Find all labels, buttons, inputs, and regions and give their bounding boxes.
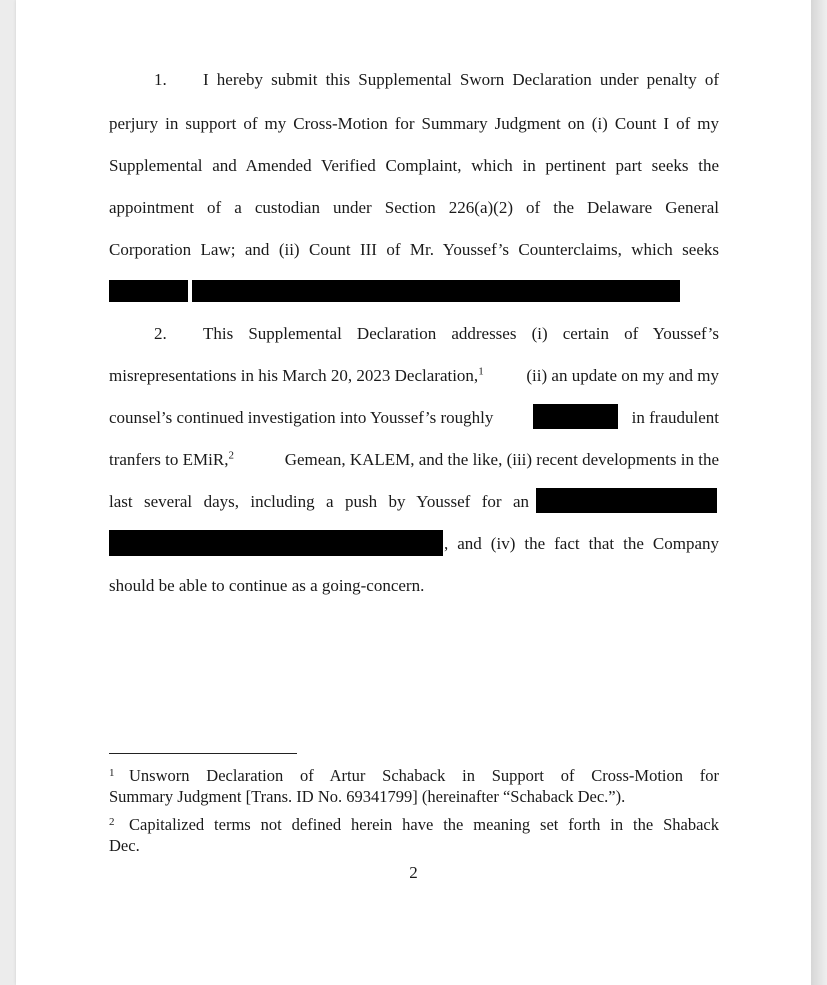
p1-text: I hereby submit this Supplemental Sworn Declaration under penalty of [203,70,719,89]
p2-line3 [109,408,719,428]
footnote-ref-2: 2 [228,449,234,462]
p2-line3-text: counsel’s continued investigation into Youssef’s roughly [109,408,494,427]
footnote-1-text: Unsworn Declaration of Artur Schaback in Support of Cross-Motion for [129,766,719,785]
p2-text: This Supplemental Declaration addresses (i) certain of Youssef’s [203,324,719,343]
p1-line4: appointment of a custodian under Section 226(a)(2) of the Delaware General [109,198,719,217]
p1-line5: Corporation Law; and (ii) Count III of Mr. Youssef’s Counterclaims, which seeks [109,240,719,259]
p1-line3: Supplemental and Amended Verified Complaint, which in pertinent part seeks the [109,156,719,175]
p2-line3-text-b: in fraudulent [631,408,719,427]
page-edge [811,0,827,985]
redaction-block [109,530,443,556]
footnote-ref-1: 1 [478,365,484,378]
p1-number: 1. [154,70,167,89]
p2-line2-text: misrepresentations in his March 20, 2023 Declaration, [109,366,479,385]
p1-line2: perjury in support of my Cross-Motion for Summary Judgment on (i) Count I of my [109,114,719,133]
p2-line5 [109,492,529,512]
redaction-block [533,404,618,429]
p2-line4 [109,450,719,470]
footnote-1-line2: Summary Judgment [Trans. ID No. 69341799] (hereinafter “Schaback Dec.”). [109,787,626,806]
redaction-block [536,488,717,513]
p2-line2 [109,366,719,386]
p2-line5-text: last several days, including a push by Youssef for an [109,492,529,511]
footnote-2-line1: 2 Capitalized terms not defined herein have the meaning set forth in the Shaback [109,815,719,834]
page-number: 2 [409,863,418,882]
p2-line7: should be able to continue as a going-concern. [109,576,425,595]
redaction-block [192,280,680,302]
footnote-2-line2: Dec. [109,836,140,855]
p2-line4-text-b: Gemean, KALEM, and the like, (iii) recent developments in the [284,450,719,469]
p2-line6-text: , and (iv) the fact that the Company [444,534,719,553]
footnote-2-text: Capitalized terms not defined herein have the meaning set forth in the Shaback [129,815,719,834]
footnote-separator [109,753,297,754]
p2-number: 2. [154,324,167,343]
redaction-block [109,280,188,302]
footnote-1-line1: 1 Unsworn Declaration of Artur Schaback in Support of Cross-Motion for [109,766,719,785]
p2-line4-text: tranfers to EMiR, [109,450,229,469]
p2-line6 [444,534,719,554]
p2-line2-text-b: (ii) an update on my and my [526,366,719,385]
